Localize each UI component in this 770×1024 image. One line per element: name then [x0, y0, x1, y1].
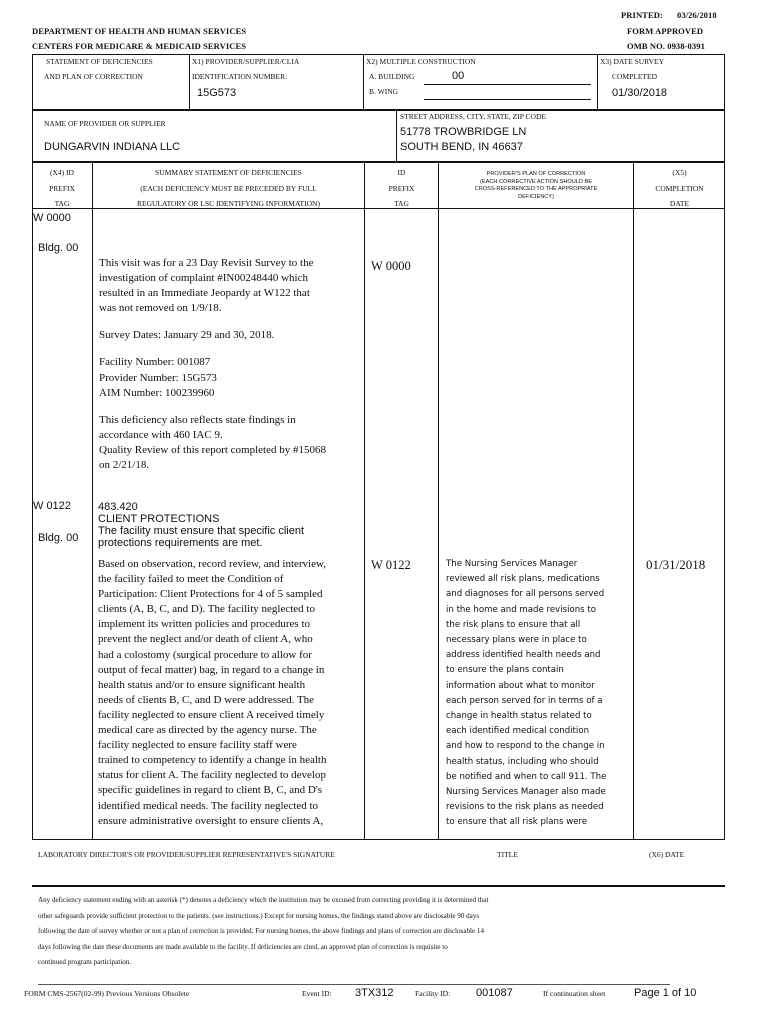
statement-label: STATEMENT OF DEFICIENCIES	[46, 57, 153, 66]
w0122-plan-of-correction: The Nursing Services Manager reviewed all risk plans, medications and diagnoses for all persons served in the home and made revisions to the risk plans to ensure that all necessary plans were in place to address identified health needs and to ensure the plans contain information about what to monitor each person served for in terms of a change in health status related to each identified medical condition and how to respond to the change in health status, including who should be notified and when to call 911. The Nursing Services Manager also made revisions to the risk plans as needed to ensure that all risk plans were	[446, 559, 607, 828]
event-id-label: Event ID:	[302, 989, 332, 998]
x1-sub-label: IDENTIFICATION NUMBER:	[192, 72, 288, 81]
bldg-w0122: Bldg. 00	[38, 532, 79, 544]
omb-number: OMB NO. 0938-0391	[627, 41, 705, 51]
x6-date-label: (X6) DATE	[649, 850, 685, 859]
building-label: A. BUILDING	[369, 72, 415, 81]
printed-date: 03/26/2018	[677, 10, 717, 20]
col-summary-header: SUMMARY STATEMENT OF DEFICIENCIES (EACH DEFICIENCY MUST BE PRECEDED BY FULL REGULATORY OR LSC IDENTIFYING INFORMATION)	[137, 168, 320, 208]
provider-name: DUNGARVIN INDIANA LLC	[44, 141, 181, 153]
continuation-label: If continuation sheet	[543, 989, 606, 998]
w0000-para-2: Survey Dates: January 29 and 30, 2018.	[99, 329, 275, 342]
address-line1: 51778 TROWBRIDGE LN	[400, 126, 527, 138]
w0000-para-4: This deficiency also reflects state findings in accordance with 460 IAC 9. Quality Review of this report completed by #15068 on 2/21/18.	[99, 413, 326, 472]
facility-id-label: Facility ID:	[415, 989, 451, 998]
col-x4-header: (X4) ID PREFIX TAG	[49, 168, 75, 208]
w0000-text	[99, 256, 361, 473]
w0122-completion-date: 01/31/2018	[646, 557, 706, 572]
title-label: TITLE	[497, 850, 518, 859]
col-poc-header: PROVIDER'S PLAN OF CORRECTION (EACH CORRECTIVE ACTION SHOULD BE CROSS-REFERENCED TO THE APPROPRIATE DEFICIENCY)	[474, 171, 598, 200]
address-label: STREET ADDRESS, CITY, STATE, ZIP CODE	[400, 112, 546, 121]
form-number: FORM CMS-2567(02-99) Previous Versions Obsolete	[24, 989, 190, 998]
col-completion-header: (X5) COMPLETION DATE	[655, 168, 704, 208]
centers-title: CENTERS FOR MEDICARE & MEDICAID SERVICES	[32, 41, 247, 51]
plan-label: AND PLAN OF CORRECTION	[44, 72, 143, 81]
w0122-findings: Based on observation, record review, and interview, the facility failed to meet the Condition of Participation: Client Protections for 4 of 5 sampled clients (A, B, C, and D). The facility neglected to implement its written policies and procedures to prevent the neglect and/or death of client A, who had a colostomy (surgical procedure to allow for output of fecal matter) bag, in regard to a change in health status and/or to ensure significant health needs of clients B, C, and D were addressed. The facility neglected to ensure client A received timely medical care as directed by the agency nurse. The facility neglected to ensure facility staff were trained to competency to identify a change in health status for client A. The facility neglected to develop specific guidelines in regard to client B, C, and D's identified medical needs. The facility neglected to ensure administrative oversight to ensure clients A,	[98, 558, 327, 827]
provider-name-label: NAME OF PROVIDER OR SUPPLIER	[44, 119, 166, 128]
bldg-w0000: Bldg. 00	[38, 242, 79, 254]
w0122-heading: 483.420 CLIENT PROTECTIONS The facility must ensure that specific client protections requirements are met.	[98, 501, 305, 549]
x3-label: X3) DATE SURVEY	[600, 57, 664, 66]
tag-w0000: W 0000	[33, 212, 71, 224]
id-tag-w0000: W 0000	[371, 259, 411, 273]
tag-w0122: W 0122	[33, 500, 71, 512]
survey-completed-date: 01/30/2018	[612, 87, 668, 99]
event-id: 3TX312	[355, 987, 394, 999]
form-approved: FORM APPROVED	[627, 26, 704, 36]
facility-id: 001087	[476, 987, 513, 999]
x1-label: X1) PROVIDER/SUPPLIER/CLIA	[192, 57, 300, 66]
signature-label: LABORATORY DIRECTOR'S OR PROVIDER/SUPPLIER REPRESENTATIVE'S SIGNATURE	[38, 850, 335, 859]
x3-sub-label: COMPLETED	[612, 72, 657, 81]
wing-label: B. WING	[369, 87, 399, 96]
page-number: Page 1 of 10	[634, 987, 697, 999]
provider-box	[32, 110, 725, 162]
disclaimer: Any deficiency statement ending with an asterisk (*) denotes a deficiency which the institution may be excused from correcting providing it is determined that other safeguards provide sufficient protection to the patients. (see instructions.) Except for nursing homes, the findings stated above are disclosable 90 days following the date of survey whether or not a plan of correction is provided. For nursing homes, the above findings and plans of correction are disclosable 14 days following the date these documents are made available to the facility. If deficiencies are cited, an approved plan of correction is requisite to continued program participation.	[38, 896, 489, 967]
clia-number: 15G573	[197, 87, 237, 99]
printed-label: PRINTED:	[621, 10, 663, 20]
department-title: DEPARTMENT OF HEALTH AND HUMAN SERVICES	[32, 26, 247, 36]
address-line2: SOUTH BEND, IN 46637	[400, 141, 523, 153]
w0000-para-1: This visit was for a 23 Day Revisit Survey to the investigation of complaint #IN00248440 which resulted in an Immediate Jeopardy at W122 that was not removed on 1/9/18.	[99, 257, 314, 315]
building-value: 00	[452, 70, 465, 82]
col-id-header: ID PREFIX TAG	[388, 168, 415, 208]
x2-label: X2) MULTIPLE CONSTRUCTION	[366, 57, 476, 66]
w0000-para-3: Facility Number: 001087 Provider Number: 15G573 AIM Number: 100239960	[99, 356, 217, 399]
id-tag-w0122: W 0122	[371, 558, 411, 572]
